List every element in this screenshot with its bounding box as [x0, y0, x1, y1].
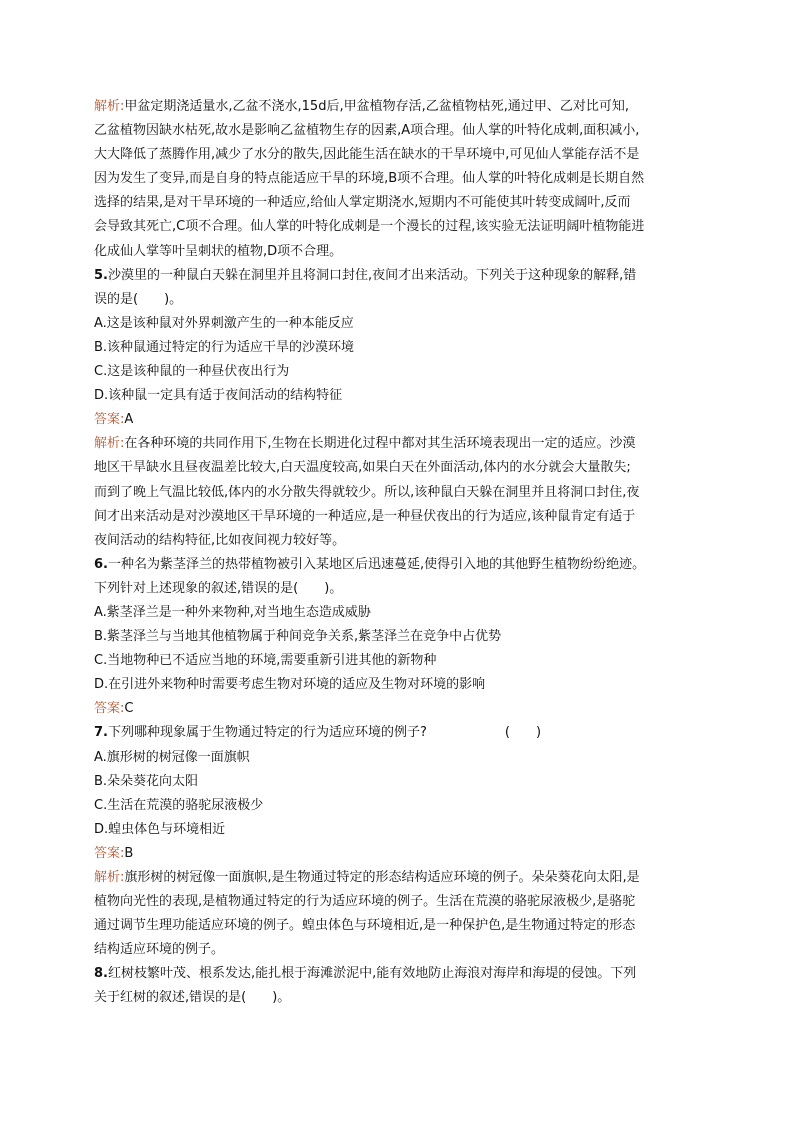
option-d: D.在引进外来物种时需要考虑生物对环境的适应及生物对环境的影响: [94, 677, 486, 693]
answer-label: 答案:: [94, 845, 125, 861]
analysis-text: 乙盆植物因缺水枯死,故水是影响乙盆植物生存的因素,A项合理。仙人掌的叶特化成刺,面积减小,: [94, 123, 640, 139]
option-a: A.旗形树的树冠像一面旗帜: [94, 749, 250, 765]
analysis-text: 化成仙人掌等叶呈刺状的植物,D项不合理。: [94, 243, 343, 259]
analysis-text: 在各种环境的共同作用下,生物在长期进化过程中都对其生活环境表现出一定的适应。沙漠: [124, 436, 636, 452]
analysis-text: 大大降低了蒸腾作用,减少了水分的散失,因此能生活在缺水的干旱环境中,可见仙人掌能存活不是: [94, 147, 640, 163]
option-b: B.该种鼠通过特定的行为适应干旱的沙漠环境: [94, 339, 355, 355]
analysis-text: 夜间活动的结构特征,比如夜间视力较好等。: [94, 532, 346, 548]
option-a: A.紫茎泽兰是一种外来物种,对当地生态造成威胁: [94, 604, 371, 620]
option-d: D.蝗虫体色与环境相近: [94, 821, 226, 837]
analysis-text: 甲盆定期浇适量水,乙盆不浇水,15d后,甲盆植物存活,乙盆植物枯死,通过甲、乙对比可知,: [124, 99, 629, 114]
analysis-label: 解析:: [94, 99, 125, 114]
question-stem: 下列针对上述现象的叙述,错误的是( )。: [94, 580, 343, 596]
question-stem: 一种名为紫茎泽兰的热带植物被引入某地区后迅速蔓延,使得引入地的其他野生植物纷纷绝迹。: [107, 556, 646, 572]
question-7: [94, 721, 699, 962]
question-number: 7.: [94, 725, 108, 741]
analysis-text: 会导致其死亡,C项不合理。仙人掌的叶特化成刺是一个漫长的过程,该实验无法证明阔叶植物能进: [94, 219, 645, 235]
analysis-text: 因为发生了变异,而是自身的特点能适应干旱的环境,B项不合理。仙人掌的叶特化成刺是长期自然: [94, 171, 645, 187]
question-stem: 误的是( )。: [94, 291, 183, 307]
question-number: 5.: [94, 267, 108, 283]
analysis-text: 旗形树的树冠像一面旗帜,是生物通过特定的形态结构适应环境的例子。朵朵葵花向太阳,是: [124, 870, 640, 885]
question-5: [94, 264, 699, 553]
option-a: A.这是该种鼠对外界刺激产生的一种本能反应: [94, 315, 354, 331]
answer-value: C: [124, 701, 134, 717]
answer-value: A: [124, 412, 134, 428]
question-stem: 红树枝繁叶茂、根系发达,能扎根于海滩淤泥中,能有效地防止海浪对海岸和海堤的侵蚀。下列: [107, 966, 637, 982]
question-stem: 下列哪种现象属于生物通过特定的行为适应环境的例子? ( ): [107, 725, 542, 741]
question-number: 6.: [94, 556, 108, 572]
analysis-text: 结构适应环境的例子。: [94, 942, 225, 958]
option-c: C.当地物种已不适应当地的环境,需要重新引进其他的新物种: [94, 653, 437, 669]
option-d: D.该种鼠一定具有适于夜间活动的结构特征: [94, 388, 343, 404]
option-b: B.朵朵葵花向太阳: [94, 773, 199, 789]
analysis-text: 间才出来活动是对沙漠地区干旱环境的一种适应,是一种昼伏夜出的行为适应,该种鼠肯定有适于: [94, 508, 636, 524]
option-b: B.紫茎泽兰与当地其他植物属于种间竞争关系,紫茎泽兰在竞争中占优势: [94, 629, 502, 645]
document-page: [94, 95, 699, 1011]
answer-value: B: [124, 845, 134, 861]
question-stem: 关于红树的叙述,错误的是( )。: [94, 990, 291, 1006]
question-stem: 沙漠里的一种鼠白天躲在洞里并且将洞口封住,夜间才出来活动。下列关于这种现象的解释,错: [107, 267, 637, 283]
analysis-text: 选择的结果,是对干旱环境的一种适应,给仙人掌定期浇水,短期内不可能使其叶转变成阔叶,反而: [94, 195, 631, 211]
answer-label: 答案:: [94, 701, 125, 717]
answer-label: 答案:: [94, 412, 125, 428]
option-c: C.生活在荒漠的骆驼尿液极少: [94, 797, 264, 813]
analysis-text: 植物向光性的表现,是植物通过特定的行为适应环境的例子。生活在荒漠的骆驼尿液极少,是骆驼: [94, 894, 636, 910]
analysis-text: 而到了晚上气温比较低,体内的水分散失得就较少。所以,该种鼠白天躲在洞里并且将洞口封住,夜: [94, 484, 640, 500]
question-6: [94, 553, 699, 722]
q4-analysis: [94, 95, 699, 264]
question-8: [94, 962, 699, 1010]
analysis-text: 通过调节生理功能适应环境的例子。蝗虫体色与环境相近,是一种保护色,是生物通过特定的形态: [94, 918, 636, 934]
analysis-text: 地区干旱缺水且昼夜温差比较大,白天温度较高,如果白天在外面活动,体内的水分就会大量散失;: [94, 460, 631, 476]
question-number: 8.: [94, 966, 108, 982]
option-c: C.这是该种鼠的一种昼伏夜出行为: [94, 364, 290, 380]
analysis-label: 解析:: [94, 870, 125, 885]
analysis-label: 解析:: [94, 436, 125, 452]
